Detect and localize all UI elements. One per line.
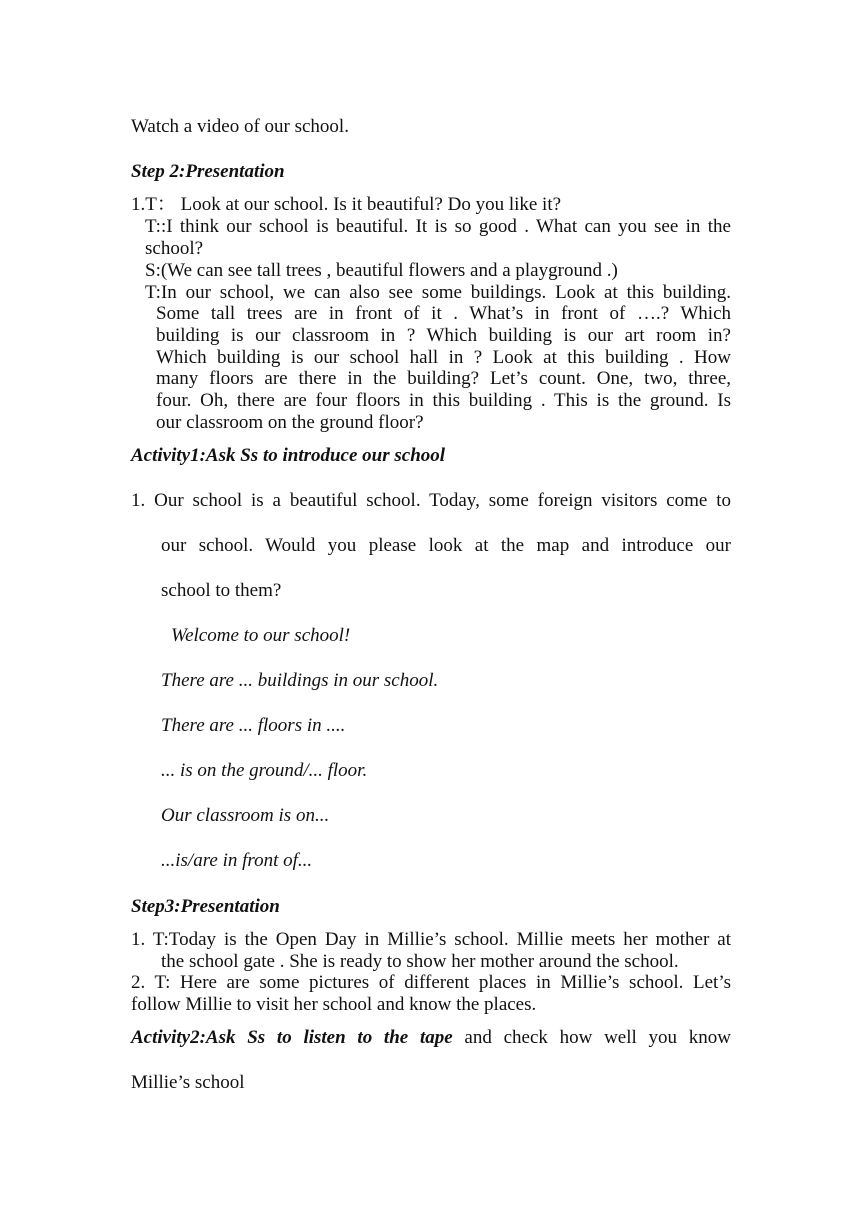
sentence-pattern-floors: There are ... floors in .... — [161, 715, 346, 736]
sentence-pattern-classroom: Our classroom is on... — [161, 805, 330, 826]
sentence-pattern-welcome: Welcome to our school! — [171, 625, 351, 646]
activity2-line-1 — [131, 1027, 731, 1049]
activity1-paragraph-line-3: school to them? — [161, 580, 282, 601]
sentence-pattern-buildings: There are ... buildings in our school. — [161, 670, 439, 691]
activity2-heading: Activity2:Ask Ss to listen to the tape — [131, 1027, 453, 1048]
step2-line-9: many floors are there in the building? Let’s count. One, two, three, — [156, 368, 731, 389]
step2-line-4: S:(We can see tall trees , beautiful flowers and a playground .) — [145, 260, 618, 281]
step2-line-2: T::I think our school is beautiful. It is so good . What can you see in the — [145, 216, 731, 237]
step2-line-10: four. Oh, there are four floors in this building . This is the ground. Is — [156, 390, 731, 411]
activity1-paragraph-line-1: 1. Our school is a beautiful school. Today, some foreign visitors come to — [131, 490, 731, 511]
activity1-heading: Activity1:Ask Ss to introduce our school — [131, 445, 446, 466]
step2-line-1: 1.T： Look at our school. Is it beautiful? Do you like it? — [131, 194, 562, 215]
activity1-paragraph-line-2: our school. Would you please look at the map and introduce our — [161, 535, 731, 556]
step2-line-7: building is our classroom in ? Which building is our art room in? — [156, 325, 731, 346]
step3-line-1: 1. T:Today is the Open Day in Millie’s school. Millie meets her mother at — [131, 929, 731, 950]
intro-line: Watch a video of our school. — [131, 116, 349, 137]
step2-line-11: our classroom on the ground floor? — [156, 412, 424, 433]
step2-line-3: school? — [145, 238, 204, 259]
step2-line-6: Some tall trees are in front of it . What’s in front of ….? Which — [156, 303, 731, 324]
step3-heading: Step3:Presentation — [131, 896, 280, 917]
step2-line-5: T:In our school, we can also see some buildings. Look at this building. — [145, 282, 731, 303]
sentence-pattern-ground-floor: ... is on the ground/... floor. — [161, 760, 368, 781]
step3-line-3: 2. T: Here are some pictures of different places in Millie’s school. Let’s — [131, 972, 731, 993]
activity2-heading-rest: and check how well you know — [452, 1027, 731, 1048]
sentence-pattern-in-front-of: ...is/are in front of... — [161, 850, 313, 871]
step3-line-4: follow Millie to visit her school and know the places. — [131, 994, 537, 1015]
step2-line-8: Which building is our school hall in ? Look at this building . How — [156, 347, 731, 368]
activity2-line-2: Millie’s school — [131, 1072, 245, 1093]
step2-heading: Step 2:Presentation — [131, 161, 285, 182]
step3-line-2: the school gate . She is ready to show her mother around the school. — [161, 951, 679, 972]
